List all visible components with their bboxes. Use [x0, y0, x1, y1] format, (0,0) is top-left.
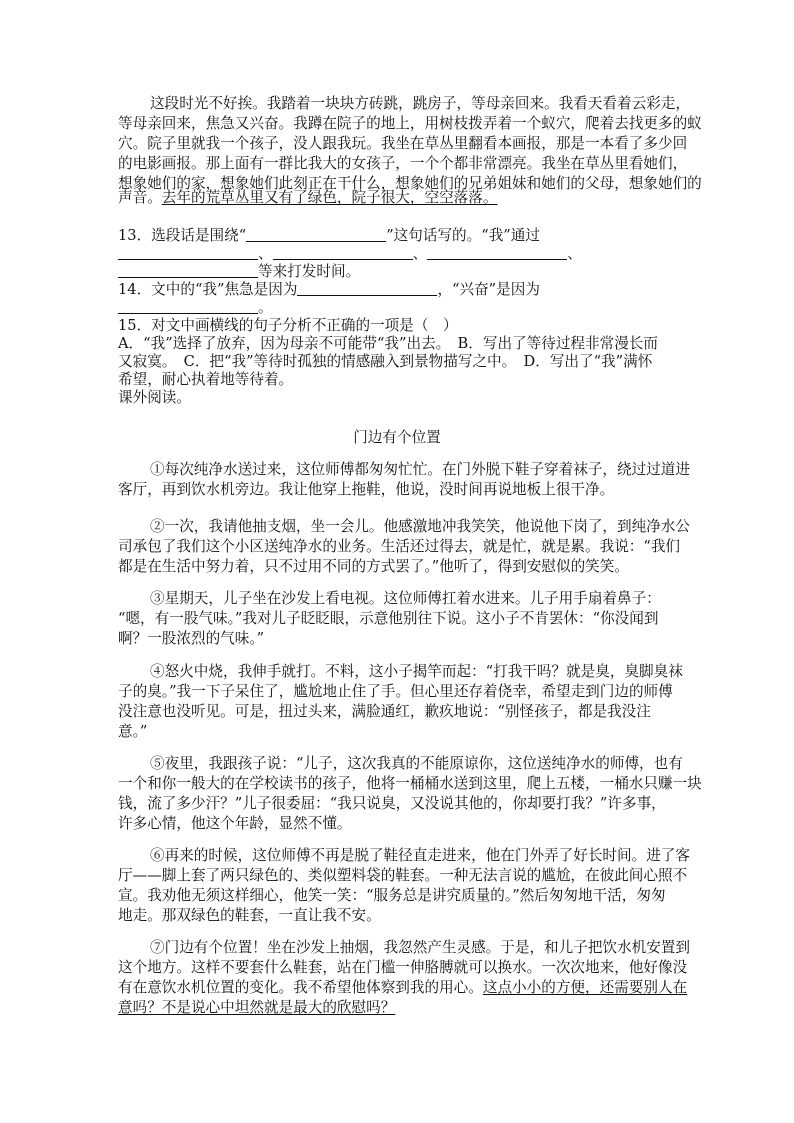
p3-line-3: 啊？一股浓烈的气味。” — [118, 630, 265, 647]
passage1-line-6-text: 声音。 — [118, 189, 162, 206]
passage1-line-6 — [118, 188, 497, 208]
question-15-stem: 15．对文中画横线的句子分析不正确的一项是（ ） — [118, 317, 458, 334]
passage1-line-5: 想象她们的家，想象她们此刻正在干什么，想象她们的兄弟姐妹和她们的父母，想象她们的 — [118, 175, 702, 192]
p1-line-1: ①每次纯净水送过来，这位师傅都匆匆忙忙。在门外脱下鞋子穿着袜子，绕过过道进 — [150, 461, 690, 478]
passage1-line-4: 的电影画报。那上面有一群比我大的女孩子，一个个都非常漂亮。我坐在草丛里看她们， — [118, 155, 688, 172]
p6-line-1: ⑥再来的时候，这位师傅不再是脱了鞋径直走进来，他在门外弄了好长时间。进了客 — [150, 847, 690, 864]
p7-line-4 — [118, 998, 395, 1018]
passage1-line-3: 穴。院子里就我一个孩子，没人跟我玩。我坐在草丛里翻看本画报，那是一本看了多少回 — [118, 135, 688, 152]
p6-line-2: 厅——脚上套了两只绿色的、类似塑料袋的鞋套。一种无法言说的尴尬，在彼此间心照不 — [118, 867, 688, 884]
p3-line-2: “嗯，有一股气味。”我对儿子眨眨眼，示意他别往下说。这小子不肯罢休：“你没闻到 — [118, 610, 659, 627]
q13-separator-2: 、 — [412, 245, 428, 262]
p6-line-3: 宣。我劝他无须这样细心，他笑一笑：“服务总是讲究质量的。”然后匆匆地干活，匆匆 — [118, 887, 666, 904]
q13-text-a: 13．选段话是围绕“ — [118, 227, 247, 244]
question-14-line-2 — [118, 298, 273, 318]
question-13-line-1 — [118, 226, 540, 246]
p6-line-4: 地走。那双绿色的鞋套，一直让我不安。 — [118, 907, 381, 924]
passage2-title: 门边有个位置 — [353, 429, 441, 446]
q14-text-b: ，“兴奋”是因为 — [437, 281, 540, 298]
q13-blank-3[interactable] — [273, 244, 413, 260]
q14-text-a: 14．文中的“我”焦急是因为 — [118, 281, 298, 298]
q13-blank-5[interactable] — [118, 262, 258, 278]
passage1-underlined-sentence: 去年的荒草丛里又有了绿色，院子很大，空空落落。 — [161, 189, 498, 206]
question-13-line-3 — [118, 262, 360, 282]
q14-blank-2[interactable] — [118, 298, 258, 314]
p4-line-1: ④怒火中烧，我伸手就打。不料，这小子揭竿而起：“打我干吗？就是臭，臭脚臭袜 — [150, 663, 683, 680]
section-label: 课外阅读。 — [118, 389, 191, 406]
q13-text-b: ”这句话写的。“我”通过 — [386, 227, 540, 244]
q14-end: 。 — [258, 299, 273, 316]
p7-underlined-a: 这点小小的方便，还需要别人在 — [482, 979, 688, 996]
p1-line-2: 客厅，再到饮水机旁边。我让他穿上拖鞋，他说，没时间再说地板上很干净。 — [118, 481, 615, 498]
question-15-options-line-2: 又寂寞。 C．把“我”等待时孤独的情感融入到景物描写之中。 D．写出了“我”满怀 — [118, 353, 653, 370]
p4-line-3: 没注意也没听见。可是，扭过头来，满脸通红，歉疚地说：“别怪孩子，都是我没注 — [118, 703, 651, 720]
p7-line-3 — [118, 978, 687, 998]
p5-line-2: 一个和你一般大的在学校读书的孩子，他将一桶桶水送到这里，爬上五楼，一桶水只赚一块 — [118, 775, 702, 792]
q14-blank-1[interactable] — [297, 280, 437, 296]
q13-tail: 等来打发时间。 — [258, 263, 361, 280]
p7-underlined-b: 意吗？不是说心中坦然就是最大的欣慰吗？ — [118, 999, 396, 1016]
q13-blank-4[interactable] — [427, 244, 567, 260]
q13-separator-1: 、 — [258, 245, 273, 262]
question-15-options-line-3: 希望，耐心执着地等待着。 — [118, 371, 294, 388]
passage1-line-2: 等母亲回来，焦急又兴奋。我蹲在院子的地上，用树枝拨弄着一个蚁穴，爬着去找更多的蚁 — [118, 115, 702, 132]
question-15-options-line-1: A．“我”选择了放弃，因为母亲不可能带“我”出去。 B．写出了等待过程非常漫长而 — [118, 335, 658, 352]
p7-line-1: ⑦门边有个位置！坐在沙发上抽烟，我忽然产生灵感。于是，和儿子把饮水机安置到 — [150, 939, 690, 956]
p2-line-1: ②一次，我请他抽支烟，坐一会儿。他感激地冲我笑笑，他说他下岗了，到纯净水公 — [150, 518, 690, 535]
p3-line-1: ③星期天，儿子坐在沙发上看电视。这位师傅扛着水进来。儿子用手扇着鼻子： — [150, 590, 661, 607]
p5-line-1: ⑤夜里，我跟孩子说：“儿子，这次我真的不能原谅你，这位送纯净水的师傅，也有 — [150, 755, 683, 772]
p2-line-2: 司承包了我们这个小区送纯净水的业务。生活还过得去，就是忙，就是累。我说：“我们 — [118, 538, 681, 555]
question-14-line-1 — [118, 280, 540, 300]
p7-line-3-text: 有在意饮水机位置的变化。我不希望他体察到我的用心。 — [118, 979, 483, 996]
p2-line-3: 都是在生活中努力着，只不过用不同的方式罢了。”他听了，得到安慰似的笑笑。 — [118, 558, 629, 575]
p4-line-2: 子的臭。”我一下子呆住了，尴尬地止住了手。但心里还存着侥幸，希望走到门边的师傅 — [118, 683, 673, 700]
passage1-line-1: 这段时光不好挨。我踏着一块块方砖跳，跳房子，等母亲回来。我看天看着云彩走， — [150, 95, 690, 112]
question-13-line-2 — [118, 244, 582, 264]
p7-line-2: 这个地方。这样不要套什么鞋套，站在门槛一伸胳膊就可以换水。一次次地来，他好像没 — [118, 959, 688, 976]
q13-blank-1[interactable] — [246, 226, 386, 242]
q13-blank-2[interactable] — [118, 244, 258, 260]
q13-separator-3: 、 — [567, 245, 582, 262]
p5-line-3: 钱，流了多少汗？”儿子很委屈：“我只说臭，又没说其他的，你却要打我？”许多事， — [118, 795, 666, 812]
p5-line-4: 许多心情，他这个年龄，显然不懂。 — [118, 815, 352, 832]
p4-line-4: 意。” — [118, 723, 148, 740]
